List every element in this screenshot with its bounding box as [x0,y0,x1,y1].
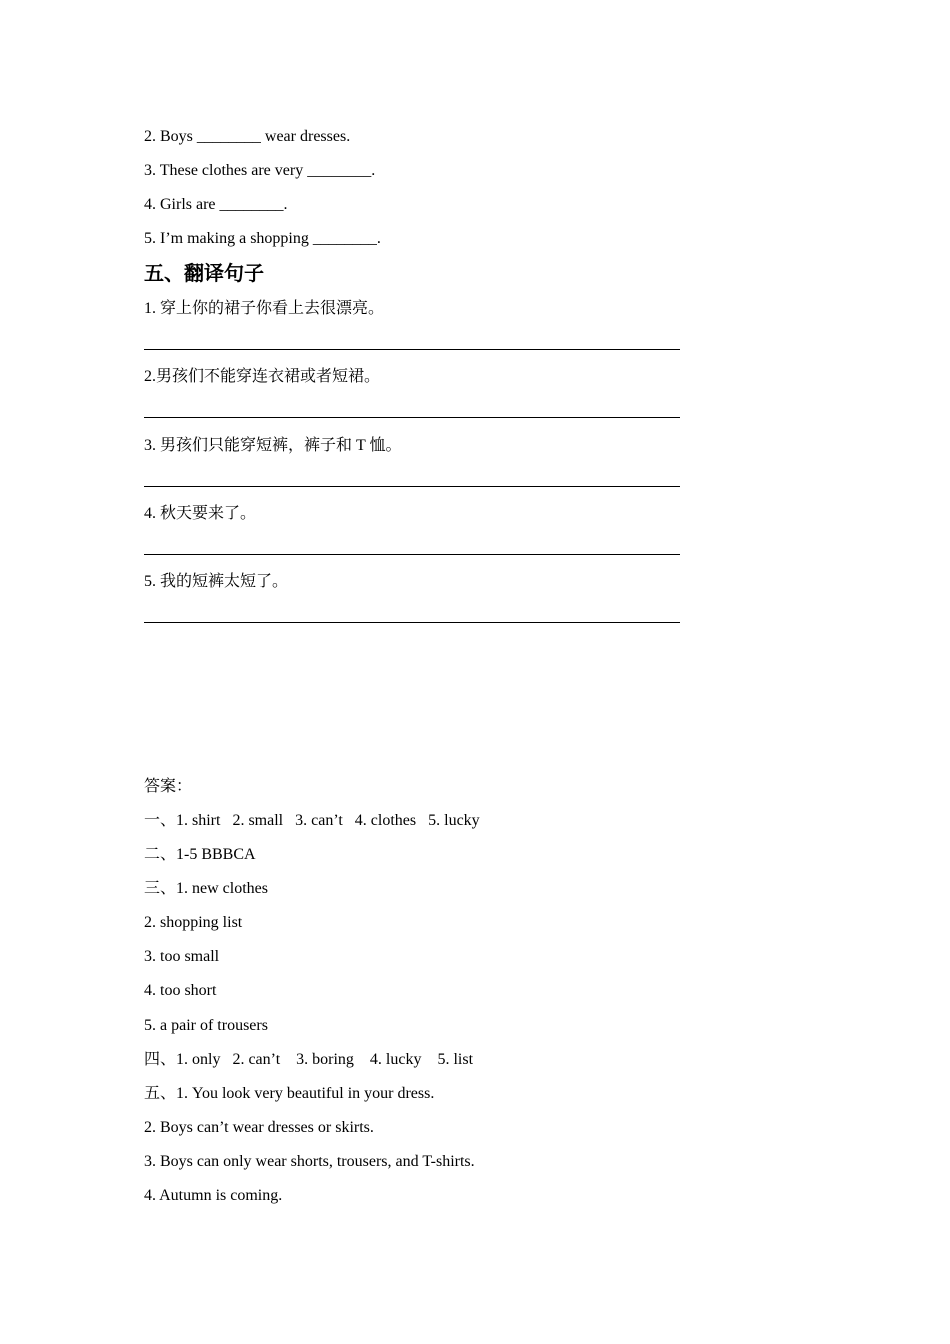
fill-in-item-3: 3. These clothes are very ________. [144,162,376,179]
answers-label: 答案： [144,778,193,795]
answer-line: 2. Boys can’t wear dresses or skirts. [144,1119,374,1136]
translation-item-5: 5. 我的短裤太短了。 [144,573,289,590]
translation-section-heading: 五、翻译句子 [144,261,264,285]
answer-line: 4. too short [144,982,217,999]
answer-blank-line-4 [144,554,680,555]
translation-item-3: 3. 男孩们只能穿短裤，裤子和 T 恤。 [144,437,402,454]
answer-blank-line-5 [144,622,680,623]
answer-line: 四、1. only 2. can’t 3. boring 4. lucky 5. list [144,1051,474,1068]
answer-line: 2. shopping list [144,914,243,931]
answer-line: 5. a pair of trousers [144,1017,268,1034]
translation-item-2: 2.男孩们不能穿连衣裙或者短裙。 [144,368,381,385]
fill-in-item-4: 4. Girls are ________. [144,196,288,213]
answer-line: 三、1. new clothes [144,880,268,897]
fill-in-item-5: 5. I’m making a shopping ________. [144,230,381,247]
answer-line: 4. Autumn is coming. [144,1187,283,1204]
answer-blank-line-1 [144,349,680,350]
translation-item-4: 4. 秋天要来了。 [144,505,257,522]
answer-line: 五、1. You look very beautiful in your dress. [144,1085,435,1102]
answer-line: 一、1. shirt 2. small 3. can’t 4. clothes 5. lucky [144,812,480,829]
answer-line: 3. Boys can only wear shorts, trousers, and T-shirts. [144,1153,475,1170]
answer-blank-line-3 [144,486,680,487]
fill-in-item-2: 2. Boys ________ wear dresses. [144,128,351,145]
answer-blank-line-2 [144,417,680,418]
translation-item-1: 1. 穿上你的裙子你看上去很漂亮。 [144,300,385,317]
answer-line: 二、1-5 BBBCA [144,846,256,863]
answer-line: 3. too small [144,948,220,965]
